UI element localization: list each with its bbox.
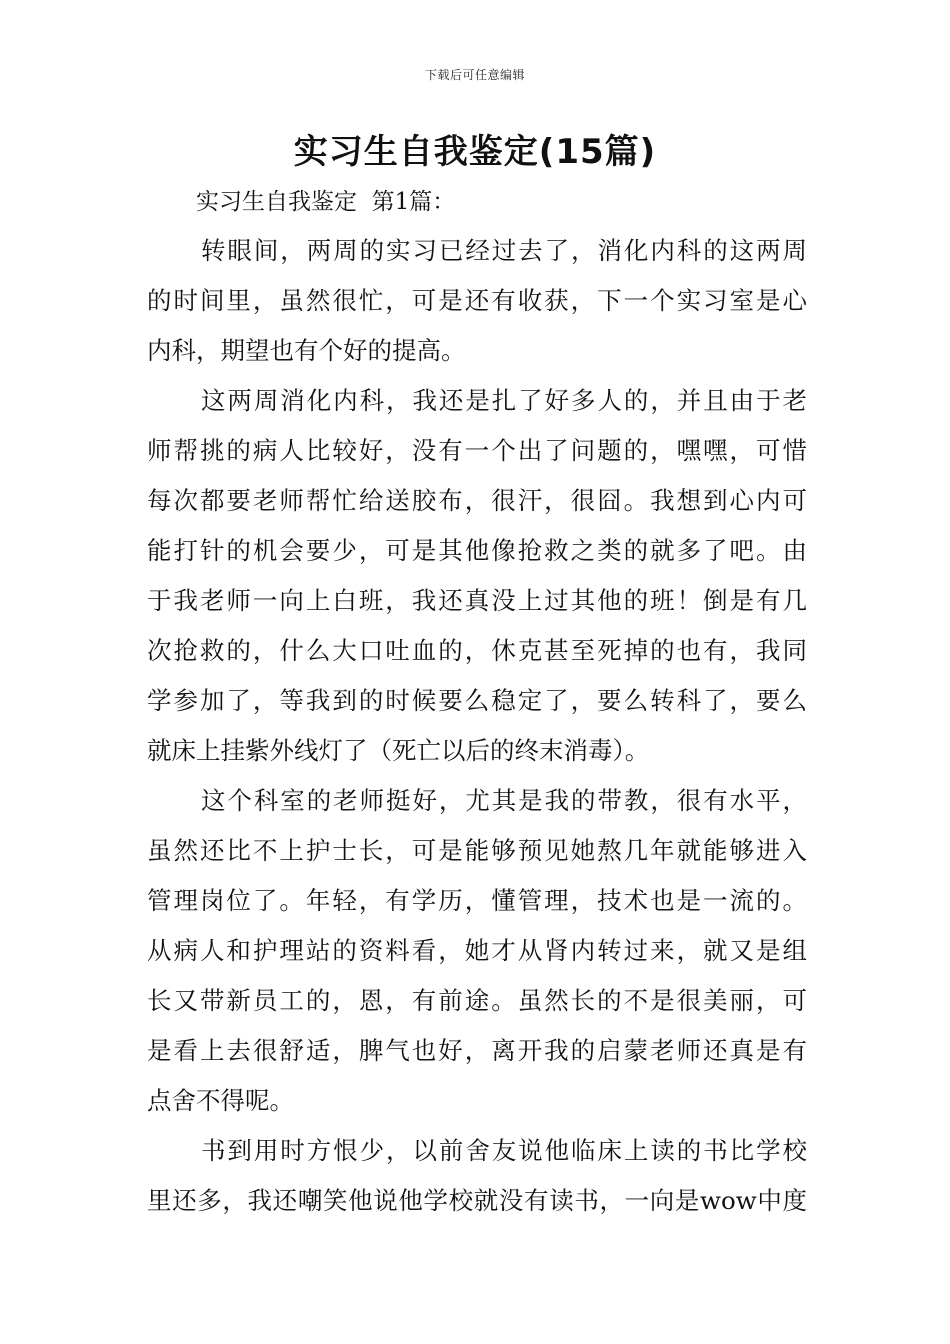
paragraph-line: 师帮挑的病人比较好，没有一个出了问题的，嘿嘿，可惜 — [147, 436, 807, 465]
body-text — [147, 226, 807, 1226]
paragraph-line: 就床上挂紫外线灯了（死亡以后的终末消毒）。 — [147, 736, 650, 765]
paragraph-line: 从病人和护理站的资料看，她才从肾内转过来，就又是组 — [147, 936, 807, 965]
section-heading: 实习生自我鉴定 第1篇： — [196, 189, 456, 215]
paragraph-line: 的时间里，虽然很忙，可是还有收获，下一个实习室是心 — [147, 286, 807, 315]
paragraph-line: 是看上去很舒适，脾气也好，离开我的启蒙老师还真是有 — [147, 1036, 807, 1065]
paragraph-line: 管理岗位了。年轻，有学历，懂管理，技术也是一流的。 — [147, 886, 807, 915]
paragraph-line: 学参加了，等我到的时候要么稳定了，要么转科了，要么 — [147, 686, 807, 715]
paragraph-line: 每次都要老师帮忙给送胶布，很汗，很囧。我想到心内可 — [147, 486, 807, 515]
paragraph-line: 点舍不得呢。 — [147, 1086, 294, 1115]
paragraph-line: 长又带新员工的，恩，有前途。虽然长的不是很美丽，可 — [147, 986, 807, 1015]
paragraph-line: 这个科室的老师挺好，尤其是我的带教，很有水平， — [201, 786, 807, 815]
paragraph-line: 于我老师一向上白班，我还真没上过其他的班！倒是有几 — [147, 586, 807, 615]
paragraph-line: 能打针的机会要少，可是其他像抢救之类的就多了吧。由 — [147, 536, 807, 565]
paragraph-line: 书到用时方恨少，以前舍友说他临床上读的书比学校 — [201, 1136, 807, 1165]
document-title: 实习生自我鉴定(15篇) — [293, 132, 657, 172]
header-note: 下载后可任意编辑 — [424, 68, 525, 82]
paragraph-line: 转眼间，两周的实习已经过去了，消化内科的这两周 — [201, 236, 807, 265]
paragraph-line: 虽然还比不上护士长，可是能够预见她熬几年就能够进入 — [147, 836, 807, 865]
paragraph-line: 里还多，我还嘲笑他说他学校就没有读书，一向是wow中度 — [147, 1186, 807, 1215]
paragraph-line: 次抢救的，什么大口吐血的，休克甚至死掉的也有，我同 — [147, 636, 807, 665]
paragraph-line: 这两周消化内科，我还是扎了好多人的，并且由于老 — [201, 386, 807, 415]
paragraph-line: 内科，期望也有个好的提高。 — [147, 336, 466, 365]
